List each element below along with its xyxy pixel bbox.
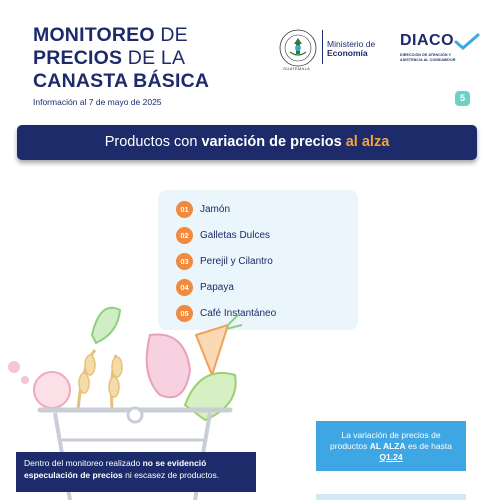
title-light-1: DE: [154, 24, 188, 46]
title-line-2: [33, 49, 185, 69]
banner-accent: al alza: [345, 134, 390, 150]
diaco-subtitle-2: ASISTENCIA AL CONSUMIDOR: [400, 58, 456, 62]
item-number-badge: 04: [176, 279, 193, 296]
decor-dot: [21, 376, 29, 384]
note-left-part2: ni escasez de productos.: [122, 469, 220, 480]
product-name: Perejil y Cilantro: [200, 255, 273, 267]
title-line-3: [33, 72, 209, 92]
monitoring-note: [16, 452, 256, 492]
item-number-badge: 03: [176, 253, 193, 270]
carrot-icon: [196, 325, 228, 375]
logo-divider: [322, 30, 323, 64]
note-right-part1: La variación de precios de productos: [330, 430, 441, 451]
note-left-bold: no se evidenció especulación de precios: [24, 458, 207, 480]
page-number-badge: 5: [455, 91, 470, 106]
section-banner: [17, 125, 477, 160]
decor-dot: [8, 361, 20, 373]
item-number-badge: 01: [176, 201, 193, 218]
item-number-badge: 02: [176, 227, 193, 244]
note-left-part1: Dentro del monitoreo realizado: [24, 458, 143, 468]
banner-bold: variación de precios: [201, 134, 342, 150]
institution-logos: [278, 26, 488, 72]
diaco-subtitle-1: DIRECCIÓN DE ATENCIÓN Y: [400, 53, 452, 57]
diaco-text: DIACO: [400, 32, 455, 49]
subtitle: Información al 7 de mayo de 2025: [33, 97, 162, 107]
product-name: Galletas Dulces: [200, 229, 271, 241]
title-bold-3: CANASTA BÁSICA: [33, 70, 210, 92]
green-vegetable-icon: [185, 373, 236, 420]
leaf-icon: [92, 308, 120, 343]
item-number-badge: 05: [176, 305, 193, 322]
title-bold-2: PRECIOS: [33, 47, 123, 69]
pink-vegetable-icon: [147, 334, 190, 397]
price-variation-note: [316, 421, 466, 471]
diaco-check-icon: [454, 33, 480, 51]
bottom-strip: [316, 494, 466, 500]
diaco-logo: [400, 32, 454, 50]
ministerio-line1: Ministerio de: [327, 39, 376, 49]
product-name: Papaya: [200, 281, 234, 293]
banner-prefix: Productos con: [104, 134, 202, 150]
title-line-1: [33, 26, 188, 46]
seal-text: GUATEMALA: [283, 66, 311, 71]
list-item: [176, 200, 230, 218]
title-light-2: DE LA: [122, 47, 186, 69]
basket-handle-ring: [128, 408, 142, 422]
guatemala-seal-icon: [278, 28, 318, 68]
note-right-part2: es de hasta: [405, 441, 452, 451]
list-item: [176, 278, 234, 296]
product-name: Jamón: [200, 203, 231, 215]
note-right-amount: Q1.24: [379, 452, 403, 462]
ministerio-line2: Economía: [327, 48, 368, 58]
list-item: [176, 226, 270, 244]
title-bold-1: MONITOREO: [33, 24, 155, 46]
list-item: [176, 252, 273, 270]
product-name: Café Instantáneo: [200, 307, 277, 319]
note-right-bold: AL ALZA: [369, 441, 406, 451]
